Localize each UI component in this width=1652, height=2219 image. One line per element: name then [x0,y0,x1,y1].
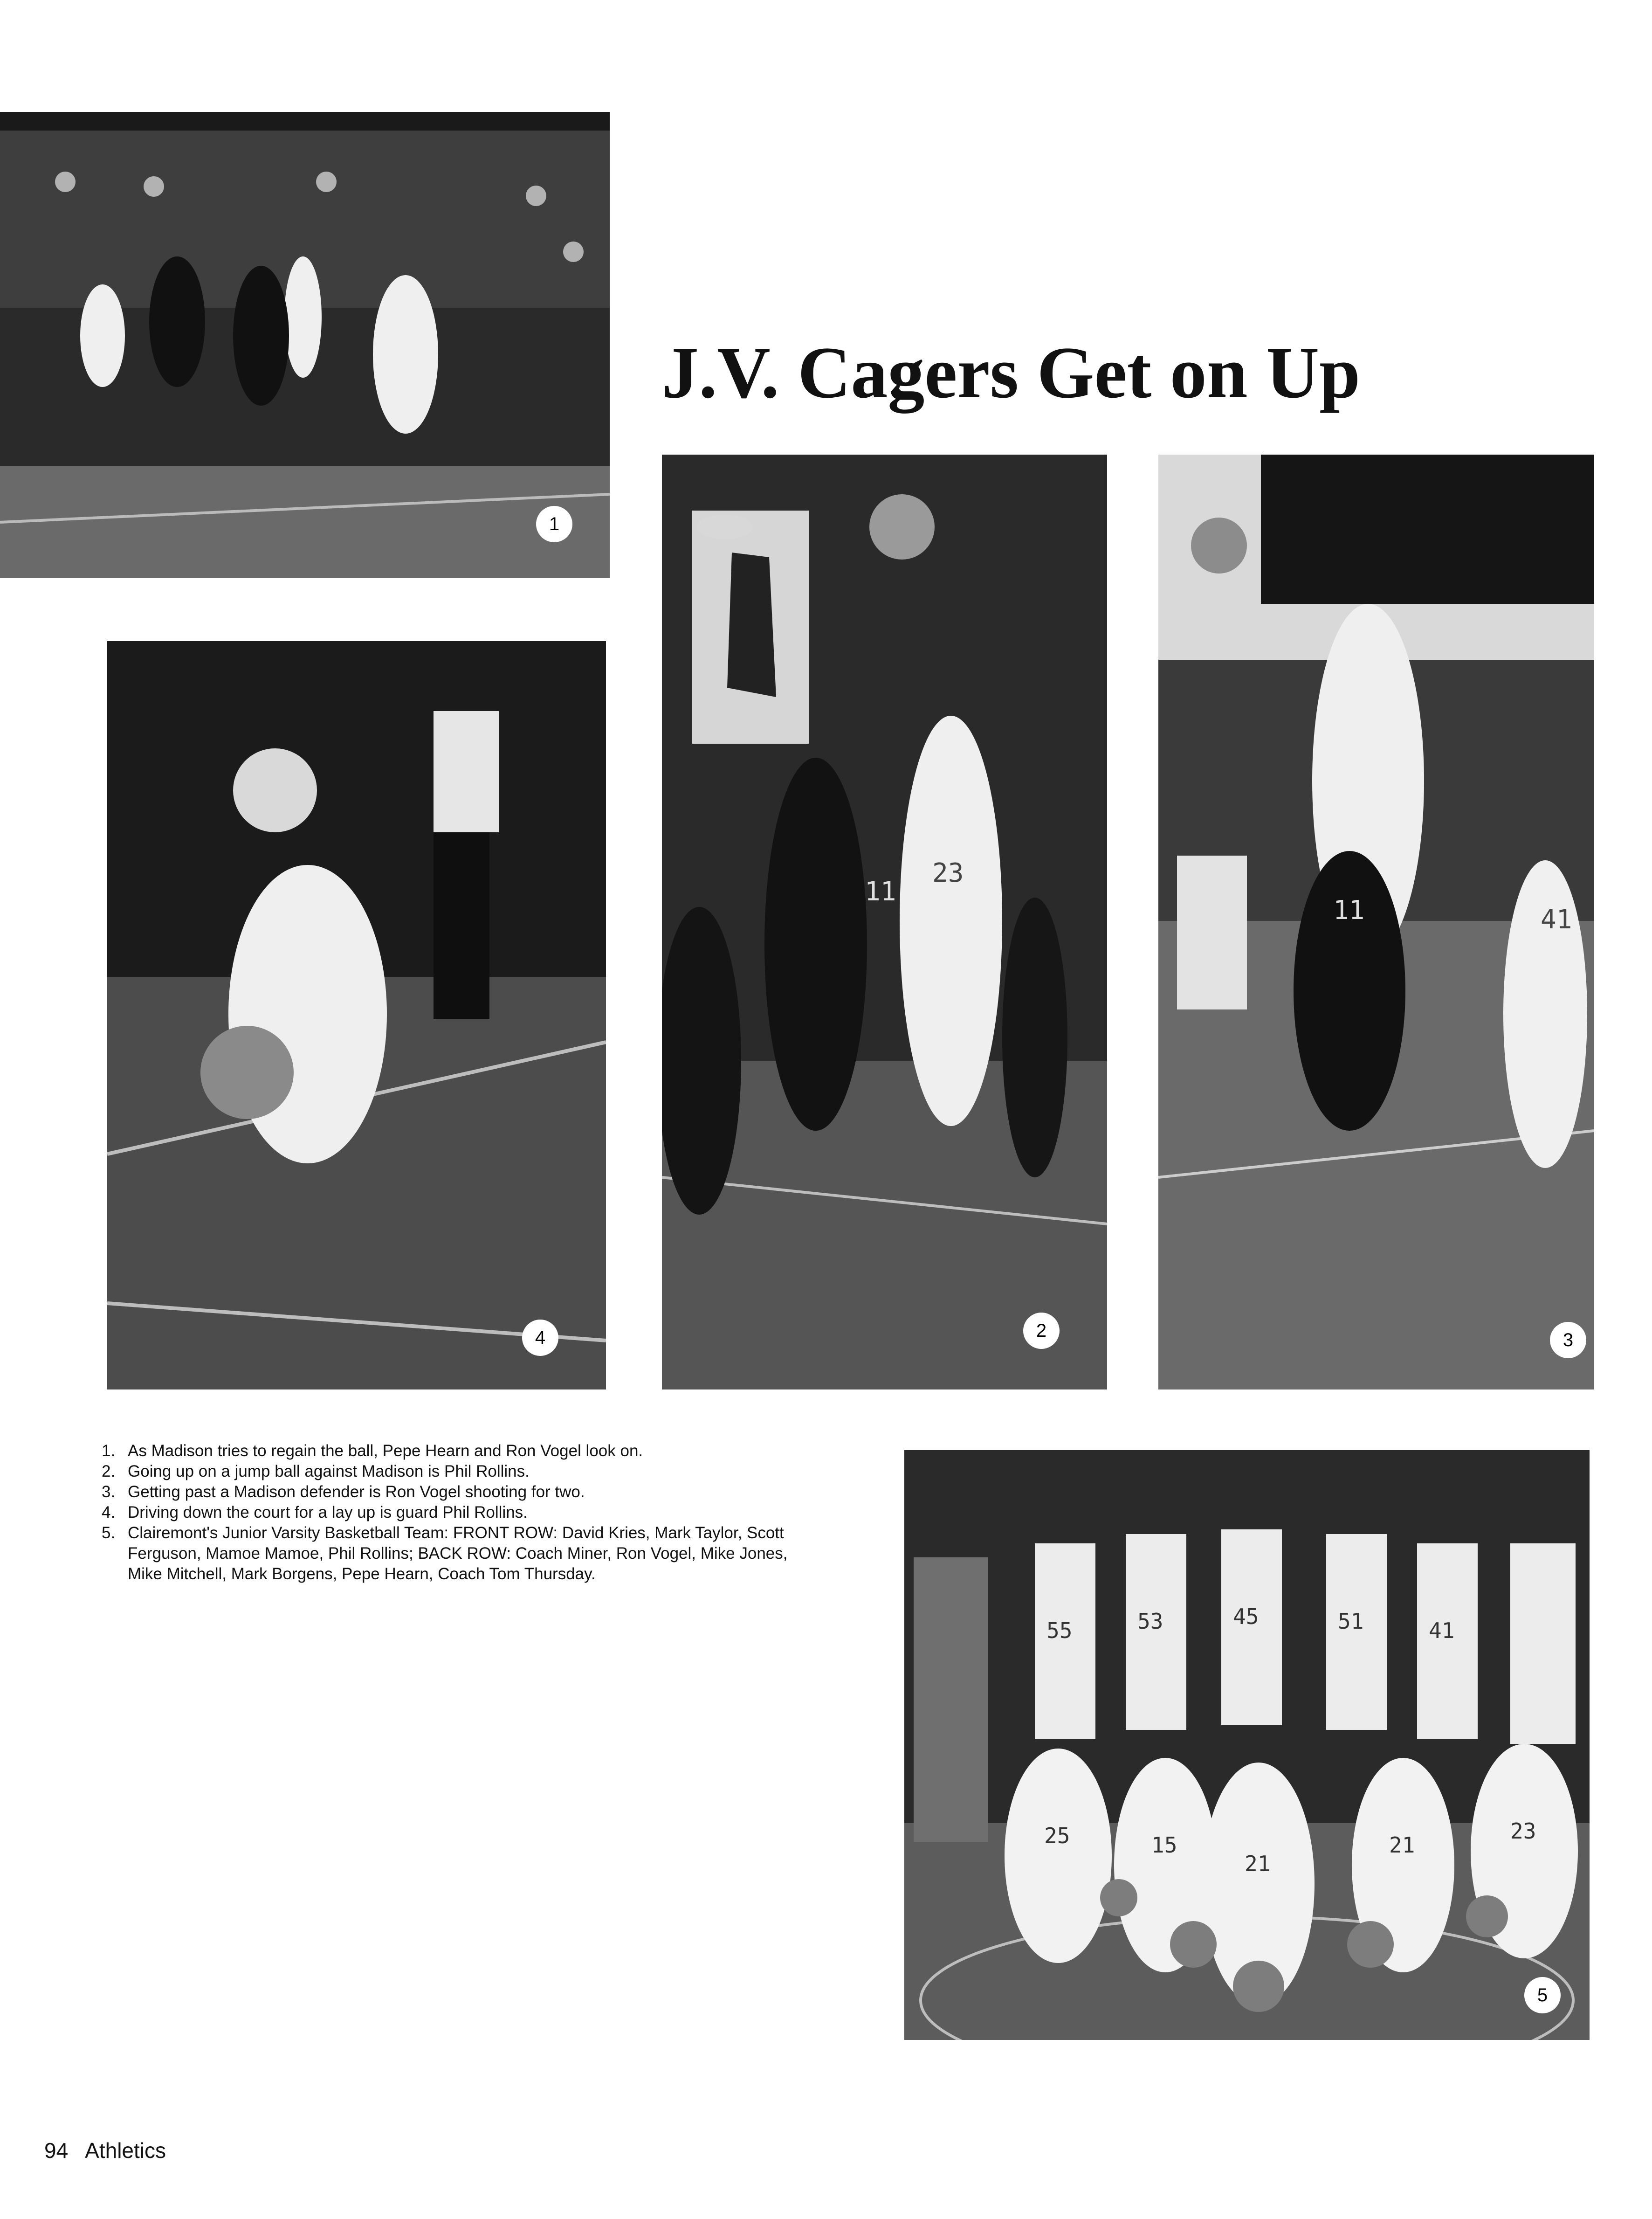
jersey-number: 25 [1044,1823,1070,1848]
photo-number-badge: 3 [1550,1322,1586,1358]
page-footer [44,2138,166,2163]
caption-number: 5. [102,1524,116,1542]
photo-4 [107,641,606,1389]
photo-4-image [107,641,606,1389]
jersey-number: 45 [1233,1604,1259,1629]
photo-number-badge: 1 [536,506,572,542]
jersey-number: 15 [1151,1832,1177,1858]
jersey-number: 21 [1245,1851,1271,1876]
section-name: Athletics [85,2138,166,2163]
photo-2-image [662,455,1107,1389]
photo-3 [1158,455,1594,1389]
team-jersey-numbers [904,1450,1590,2040]
jersey-number: 21 [1389,1832,1415,1858]
caption-number: 4. [102,1503,116,1521]
caption-number: 3. [102,1483,116,1501]
jersey-number: 53 [1137,1609,1163,1634]
caption-number: 2. [102,1462,116,1480]
caption-item [102,1523,819,1584]
photo-3-image [1158,455,1594,1389]
photo-1-image [0,112,610,578]
jersey-number: 23 [932,858,964,888]
photo-1 [0,112,610,578]
caption-text: Clairemont's Junior Varsity Basketball Team: FRONT ROW: David Kries, Mark Taylor, Scott Ferguson, Mamoe Mamoe, Phil Rollins; BACK ROW: Coach Miner, Ron Vogel, Mike Jones, Mike Mitchell, Mark Borgens, Pepe Hearn, Coach Tom Thursday. [128,1524,788,1583]
page-title: J.V. Cagers Get on Up [662,332,1361,414]
caption-text: Going up on a jump ball against Madison is Phil Rollins. [128,1462,530,1480]
jersey-number: 41 [1541,905,1572,935]
jersey-number: 11 [865,877,896,907]
photo-number-badge: 4 [522,1320,558,1356]
caption-text: Getting past a Madison defender is Ron Vogel shooting for two. [128,1483,585,1501]
photo-5 [904,1450,1590,2040]
photo-2 [662,455,1107,1389]
caption-text: Driving down the court for a lay up is guard Phil Rollins. [128,1503,528,1521]
jersey-number: 23 [1510,1818,1536,1844]
caption-item [102,1482,819,1502]
caption-text: As Madison tries to regain the ball, Pepe Hearn and Ron Vogel look on. [128,1442,643,1460]
jersey-number: 41 [1429,1618,1455,1643]
caption-list [102,1441,819,1584]
jersey-number: 51 [1338,1609,1364,1634]
page-number: 94 [44,2138,69,2163]
caption-item [102,1461,819,1482]
caption-item [102,1441,819,1461]
caption-item [102,1502,819,1523]
caption-number: 1. [102,1442,116,1460]
jersey-number: 55 [1046,1618,1073,1643]
photo-number-badge: 2 [1023,1313,1060,1349]
jersey-number: 11 [1333,895,1365,926]
photo-number-badge: 5 [1524,1977,1561,2013]
